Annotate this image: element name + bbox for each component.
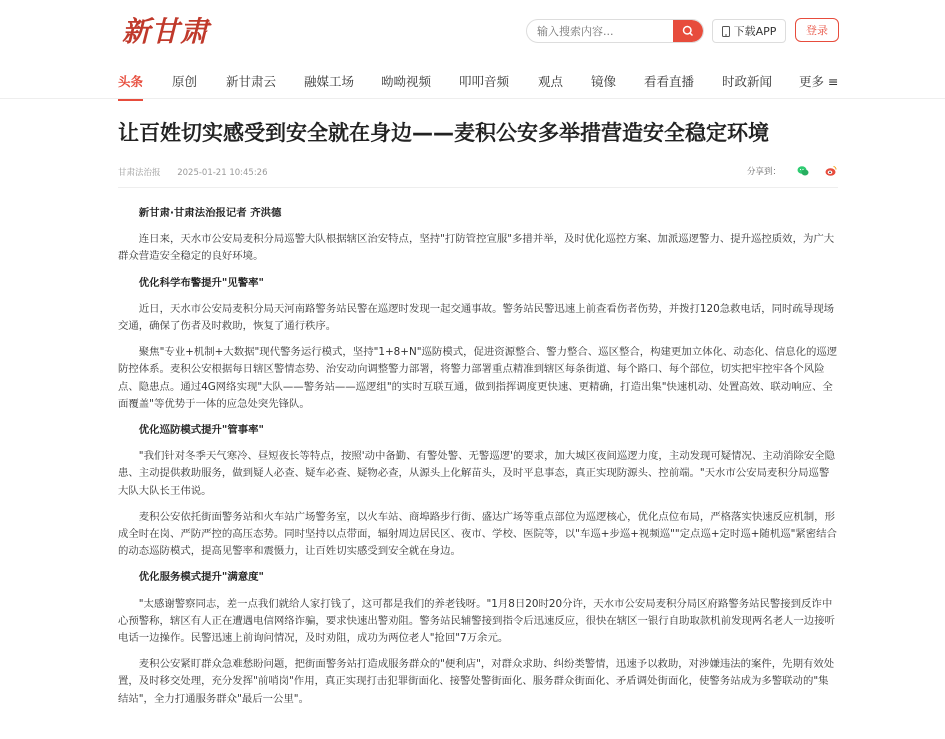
download-app-label: 下载APP [733, 25, 777, 38]
main-nav [0, 62, 945, 99]
share-bar [747, 165, 837, 177]
article-paragraph: 连日来，天水市公安局麦积分局巡警大队根据辖区治安特点，坚持"打防管控宣服"多措并举，及时优化巡控方案、加派巡逻警力、提升巡控质效，为广大群众营造安全稳定的良好环境。 [118, 233, 835, 263]
nav-item-video[interactable]: 呦呦视频 [381, 74, 432, 89]
section-heading: 优化科学布警提升"见警率" [138, 276, 264, 289]
nav-item-politics[interactable]: 时政新闻 [722, 74, 773, 89]
site-header [0, 0, 945, 60]
section-heading: 优化巡防模式提升"管事率" [138, 424, 264, 437]
search-icon [682, 25, 694, 37]
nav-item-live[interactable]: 看看直播 [644, 74, 695, 89]
search-input[interactable] [527, 20, 687, 42]
site-logo[interactable]: 新甘肃 [122, 15, 210, 48]
nav-item-headlines[interactable]: 头条 [118, 74, 144, 89]
nav-item-original[interactable]: 原创 [172, 74, 198, 89]
section-heading: 优化服务模式提升"满意度" [138, 571, 264, 584]
share-label: 分享到： [747, 167, 782, 177]
article-byline: 新甘肃·甘肃法治报记者 齐洪德 [138, 207, 282, 219]
nav-item-more[interactable]: 更多 ≡ [799, 74, 839, 89]
nav-item-xgs-cloud[interactable]: 新甘肃云 [226, 74, 277, 89]
nav-item-mirror[interactable]: 镜像 [591, 74, 617, 89]
weibo-icon[interactable] [825, 165, 837, 177]
article-meta [118, 166, 282, 178]
search-button[interactable] [673, 20, 703, 42]
article-paragraph: "太感谢警察同志，差一点我们就给人家打钱了，这可都是我们的养老钱呀。"1月8日20时20分许，天水市公安局麦积分局区府路警务站民警接到反诈中心预警称，辖区有人正在遭遇电信网络诈骗，要求快速出警劝阻。警务站民辅警接到指令后迅速反应，很快在辖区一银行自助取款机前发现两名老人一边接听电话一边操作。民警迅速上前询问情况，及时劝阻，成功为两位老人"抢回"7万余元。 [118, 597, 835, 645]
wechat-icon[interactable] [797, 165, 809, 177]
article-paragraph: 麦积公安紧盯群众急难愁盼问题，把街面警务站打造成服务群众的"便利店"，对群众求助、纠纷类警情，迅速予以救助，对涉嫌违法的案件，先期有效处置，及时移交处理，充分发挥"前哨岗"作用，真正实现打击犯罪街面化、接警处警街面化、服务群众街面化、矛盾调处街面化，使警务站成为多警联动的"集结站"，全力打通服务群众"最后一公里"。 [118, 658, 835, 705]
login-button[interactable]: 登录 [795, 18, 839, 42]
article-title: 让百姓切实感受到安全就在身边——麦积公安多举措营造安全稳定环境 [118, 121, 769, 145]
nav-item-audio[interactable]: 叩叩音频 [459, 74, 510, 89]
phone-icon [722, 26, 730, 37]
article-body [118, 205, 838, 717]
header-divider [118, 187, 838, 188]
article-datetime: 2025-01-21 10:45:26 [177, 168, 268, 178]
search-box[interactable] [526, 19, 704, 43]
article-source[interactable]: 甘肃法治报 [118, 168, 161, 178]
article-paragraph: 麦积公安依托街面警务站和火车站广场警务室，以火车站、商埠路步行街、盛达广场等重点部位为巡逻核心，优化点位布局，严格落实快速反应机制，形成全时在岗、严防严控的高压态势。同时坚持以点带面，辐射周边居民区、夜市、学校、医院等，以"车巡+步巡+视频巡""定点巡+定时巡+随机巡"紧密结合的动态巡防模式，提高见警率和震慑力，让百姓切实感受到安全就在身边。 [118, 510, 837, 558]
nav-item-opinion[interactable]: 观点 [538, 74, 564, 89]
article-paragraph: 近日，天水市公安局麦积分局天河南路警务站民警在巡逻时发现一起交通事故。警务站民警迅速上前查看伤者伤势，并拨打120急救电话，同时疏导现场交通，确保了伤者及时救助，恢复了通行秩序。 [118, 302, 835, 333]
download-app-button[interactable] [712, 19, 786, 43]
nav-item-media-workshop[interactable]: 融媒工场 [304, 74, 355, 89]
article-paragraph: "我们针对冬季天气寒冷、昼短夜长等特点，按照'动中备勤、有警处警、无警巡逻'的要求，加大城区夜间巡逻力度，主动发现可疑情况、主动消除安全隐患、主动提供救助服务，做到疑人必查、疑车必查、疑物必查，从源头上化解苗头，及时平息事态，真正实现防源头、控前端。"天水市公安局麦积分局巡警大队大队长王伟说。 [118, 450, 836, 497]
article-paragraph: 聚焦"专业+机制+大数据"现代警务运行模式，坚持"1+8+N"巡防模式，促进资源整合、警力整合、巡区整合，构建更加立体化、动态化、信息化的巡逻防控体系。麦积公安根据每日辖区警情态势、治安动向调整警力部署，将警力部署重点精准到辖区每条街道、每个路口、每个部位，切实把牢控牢各个风险点、隐患点。通过4G网络实现"大队——警务站——巡逻组"的实时互联互通，做到指挥调度更快速、更精确，打造出集"快速机动、处置高效、联动响应、全面覆盖"等优势于一体的应急处突先锋队。 [118, 346, 838, 410]
